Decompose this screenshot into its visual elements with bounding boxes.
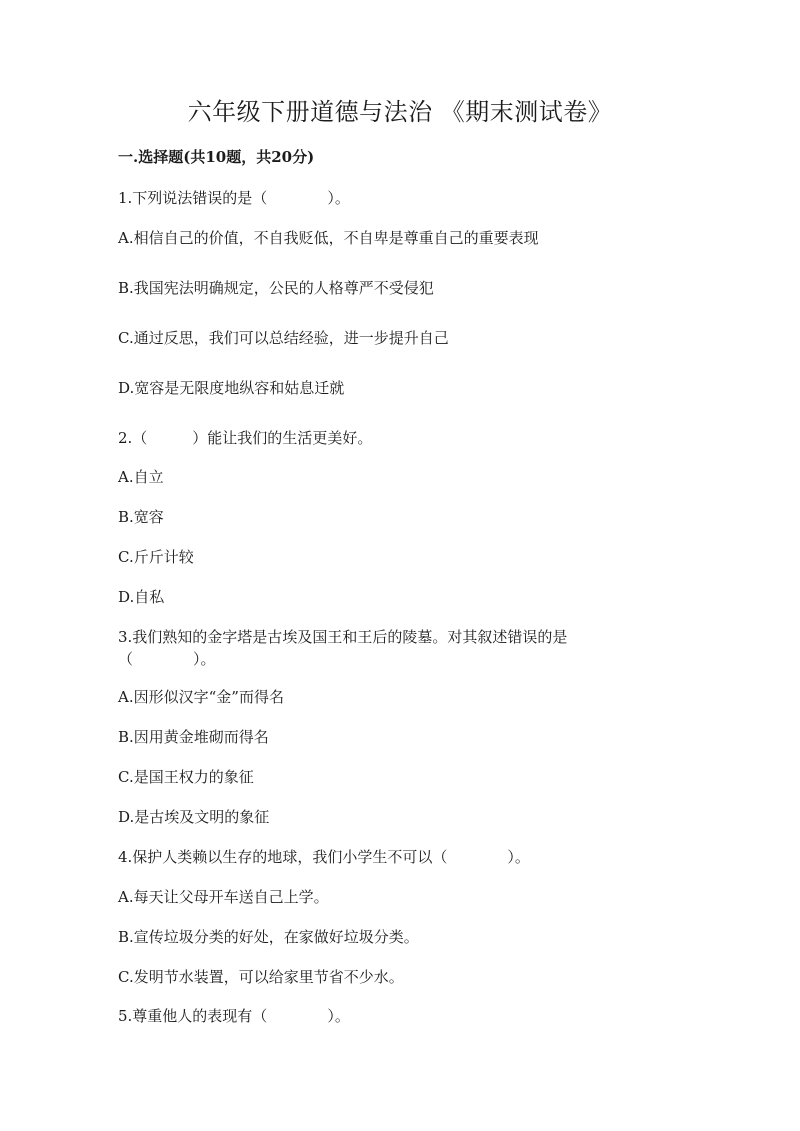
question-1-stem: 1.下列说法错误的是（ ）。 bbox=[118, 189, 350, 207]
question-3-option-d: D.是古埃及文明的象征 bbox=[118, 808, 270, 826]
question-1-option-c: C.通过反思，我们可以总结经验，进一步提升自己 bbox=[118, 329, 449, 347]
question-1-option-a: A.相信自己的价值，不自我贬低，不自卑是尊重自己的重要表现 bbox=[118, 229, 539, 247]
question-5-stem: 5.尊重他人的表现有（ ）。 bbox=[118, 1007, 350, 1025]
question-2-stem: 2.（ ）能让我们的生活更美好。 bbox=[118, 429, 373, 447]
question-4-option-c: C.发明节水装置，可以给家里节省不少水。 bbox=[118, 968, 404, 986]
page-title: 六年级下册道德与法治 《期末测试卷》 bbox=[187, 98, 613, 126]
question-3-option-b: B.因用黄金堆砌而得名 bbox=[118, 728, 269, 746]
question-4-option-b: B.宣传垃圾分类的好处，在家做好垃圾分类。 bbox=[118, 928, 419, 946]
question-3-stem: 3.我们熟知的金字塔是古埃及国王和王后的陵墓。对其叙述错误的是 bbox=[118, 628, 568, 646]
question-1-option-b: B.我国宪法明确规定，公民的人格尊严不受侵犯 bbox=[118, 279, 434, 297]
question-4-option-a: A.每天让父母开车送自己上学。 bbox=[118, 888, 329, 906]
question-2-option-d: D.自私 bbox=[118, 588, 165, 606]
section-heading: 一.选择题(共10题，共20分) bbox=[118, 148, 315, 166]
question-2-option-a: A.自立 bbox=[118, 468, 164, 486]
question-2-option-c: C.斤斤计较 bbox=[118, 548, 194, 566]
question-3-option-c: C.是国王权力的象征 bbox=[118, 768, 254, 786]
question-3-stem-continued: （ ）。 bbox=[118, 650, 216, 668]
question-4-stem: 4.保护人类赖以生存的地球，我们小学生不可以（ ）。 bbox=[118, 848, 530, 866]
question-3-option-a: A.因形似汉字“金”而得名 bbox=[118, 688, 284, 706]
question-2-option-b: B.宽容 bbox=[118, 508, 164, 526]
question-1-option-d: D.宽容是无限度地纵容和姑息迁就 bbox=[118, 379, 345, 397]
